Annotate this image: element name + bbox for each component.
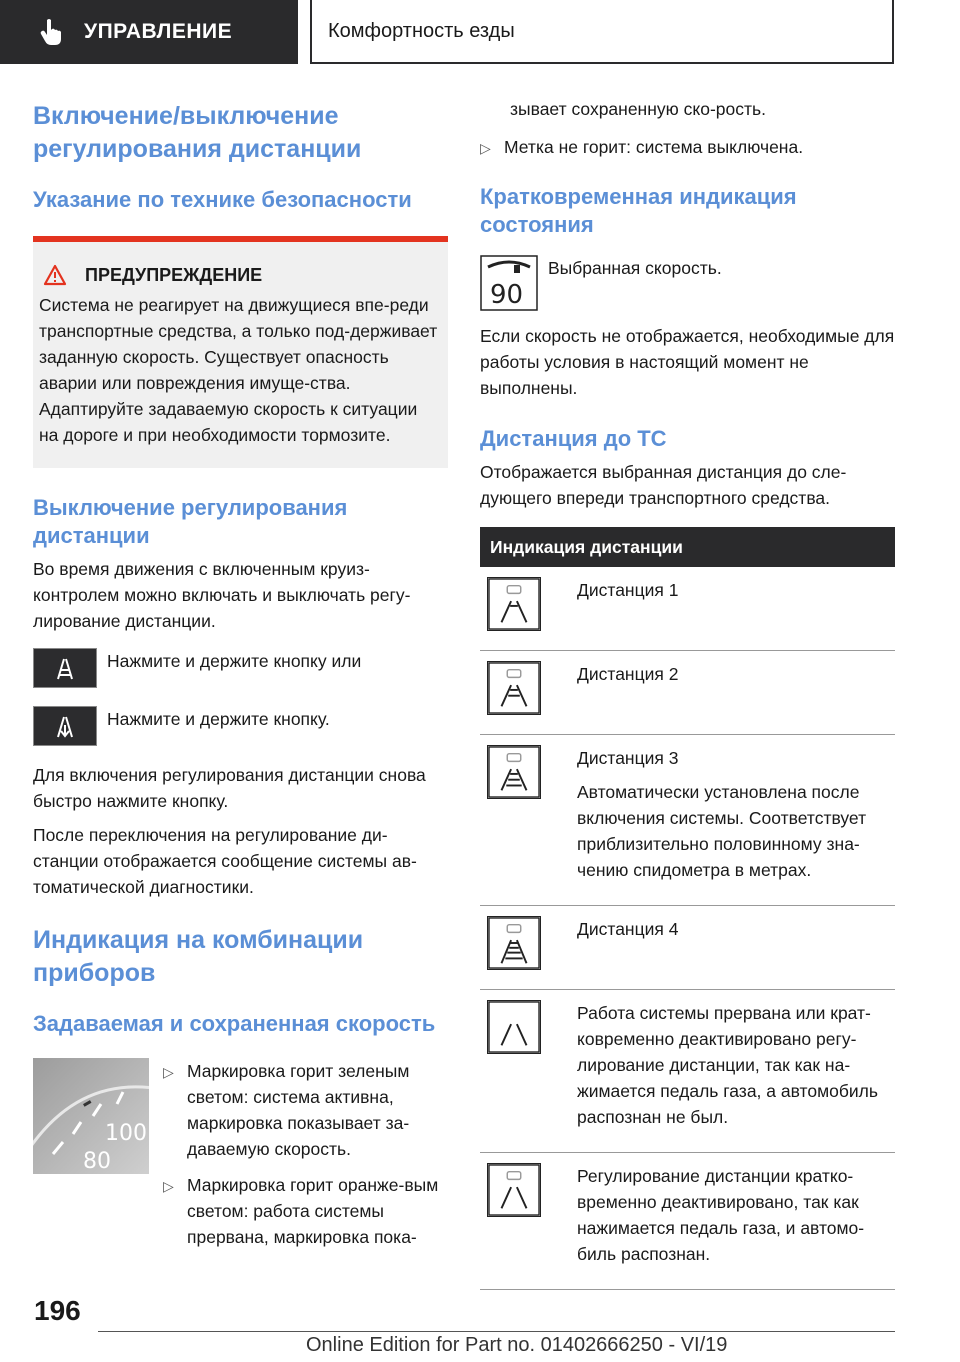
main-title: Включение/выключение регулирования дистанции — [33, 102, 362, 163]
row-label: Дистанция 2 — [577, 664, 679, 684]
distance-title: Дистанция до ТС — [480, 426, 667, 451]
table-row — [480, 567, 895, 651]
distance-1-icon — [487, 577, 541, 631]
row-label: Дистанция 4 — [577, 919, 679, 939]
safety-subtitle: Указание по технике безопасности — [33, 187, 412, 212]
section-tab — [0, 0, 298, 64]
table-row — [480, 990, 895, 1153]
speed-block — [33, 1058, 448, 1260]
row-label: Работа системы прервана или крат-ковременно деактивировано регу-лирование дистанции, так как на-жимается педаль газа, а автомобиль распознан не был. — [577, 1003, 878, 1127]
warning-title: ПРЕДУПРЕЖДЕНИЕ — [85, 264, 263, 285]
cluster-title: Индикация на комбинации приборов — [33, 926, 364, 987]
switch-text: После переключения на регулирование ди-станции отображается сообщение системы ав-томатической диагностики. — [33, 825, 417, 897]
bullet-text: Маркировка горит зеленым светом: система активна, маркировка показывает за-даваемую скорость. — [187, 1061, 410, 1159]
warning-triangle-icon — [43, 264, 67, 286]
distance-down-button-icon — [33, 706, 97, 746]
chapter-label: Комфортность езды — [328, 19, 515, 42]
list-item — [480, 134, 895, 161]
row-label: Дистанция 1 — [577, 580, 679, 600]
table-row — [480, 1153, 895, 1290]
warning-text: Система не реагирует на движущиеся впе-реди транспортные средства, а только под-держивает заданную скорость. Существует опасность аварии или повреждения имуще-ства. Адаптируйте задаваемую скорость к ситуации на дороге и при необходимости тормозите. — [39, 295, 438, 445]
brief-para: Если скорость не отображается, необходимые для работы условия в настоящий момент не выполнены. — [480, 326, 895, 398]
selected-speed-icon — [480, 255, 538, 311]
distance-4-icon — [487, 916, 541, 970]
brief-row — [480, 255, 895, 311]
table-row — [480, 735, 895, 906]
distance-3-icon — [487, 745, 541, 799]
chapter-tab — [310, 0, 894, 64]
brief-title: Кратковременная индикация состояния — [480, 184, 797, 237]
bullet-triangle-icon: ▷ — [480, 140, 491, 156]
right-column — [480, 96, 895, 1290]
distance-paused-icon — [487, 1163, 541, 1217]
edition-text: Online Edition for Part no. 01402666250 - VI/19 — [306, 1334, 728, 1356]
distance-button-icon — [33, 648, 97, 688]
button1-text: Нажмите и держите кнопку или — [107, 651, 362, 671]
warning-heading — [39, 264, 440, 286]
page-header — [0, 0, 960, 66]
hand-icon — [40, 18, 64, 46]
row-label: Дистанция 3 — [577, 748, 679, 768]
list-item — [163, 1172, 448, 1250]
distance-table — [480, 527, 895, 1290]
brief-text: Выбранная скорость. — [548, 258, 722, 278]
speed-bullets — [163, 1058, 448, 1260]
gauge-80: 80 — [83, 1149, 111, 1174]
left-column — [33, 100, 448, 1260]
reenable-text: Для включения регулирования дистанции снова быстро нажмите кнопку. — [33, 765, 426, 811]
page-number: 196 — [34, 1295, 81, 1326]
warning-box — [33, 236, 448, 468]
distance-text: Отображается выбранная дистанция до сле-дующего впереди транспортного средства. — [480, 462, 847, 508]
disable-text: Во время движения с включенным круиз-контролем можно включать и выключать регу-лирование дистанции. — [33, 559, 411, 631]
gauge-100: 100 — [105, 1121, 147, 1146]
bullet-continuation: зывает сохраненную ско-рость. — [510, 99, 766, 119]
section-label: УПРАВЛЕНИЕ — [84, 20, 233, 43]
distance-2-icon — [487, 661, 541, 715]
table-header: Индикация дистанции — [480, 527, 895, 567]
row-label: Регулирование дистанции кратко-временно деактивировано, так как нажимается педаль газа, и автомо-биль распознан. — [577, 1166, 865, 1264]
row-note: Автоматически установлена после включения системы. Соответствует приблизительно половинному зна-чению спидометра в метрах. — [577, 782, 867, 880]
button1-row — [33, 648, 448, 688]
speed-value: 90 — [490, 280, 524, 310]
table-row — [480, 906, 895, 990]
speed-title: Задаваемая и сохраненная скорость — [33, 1011, 436, 1036]
table-row — [480, 651, 895, 735]
footer-divider — [98, 1331, 895, 1332]
distance-off-icon — [487, 1000, 541, 1054]
list-item — [163, 1058, 448, 1162]
bullet-text: Метка не горит: система выключена. — [504, 137, 804, 157]
bullet-triangle-icon: ▷ — [163, 1178, 174, 1194]
button2-text: Нажмите и держите кнопку. — [107, 709, 330, 729]
speedometer-image — [33, 1058, 149, 1174]
button2-row — [33, 706, 448, 746]
speed-bullets-cont — [480, 134, 895, 161]
disable-title: Выключение регулирования дистанции — [33, 495, 348, 548]
bullet-triangle-icon: ▷ — [163, 1064, 174, 1080]
bullet-text: Маркировка горит оранже-вым светом: работа системы прервана, маркировка пока- — [187, 1175, 439, 1247]
